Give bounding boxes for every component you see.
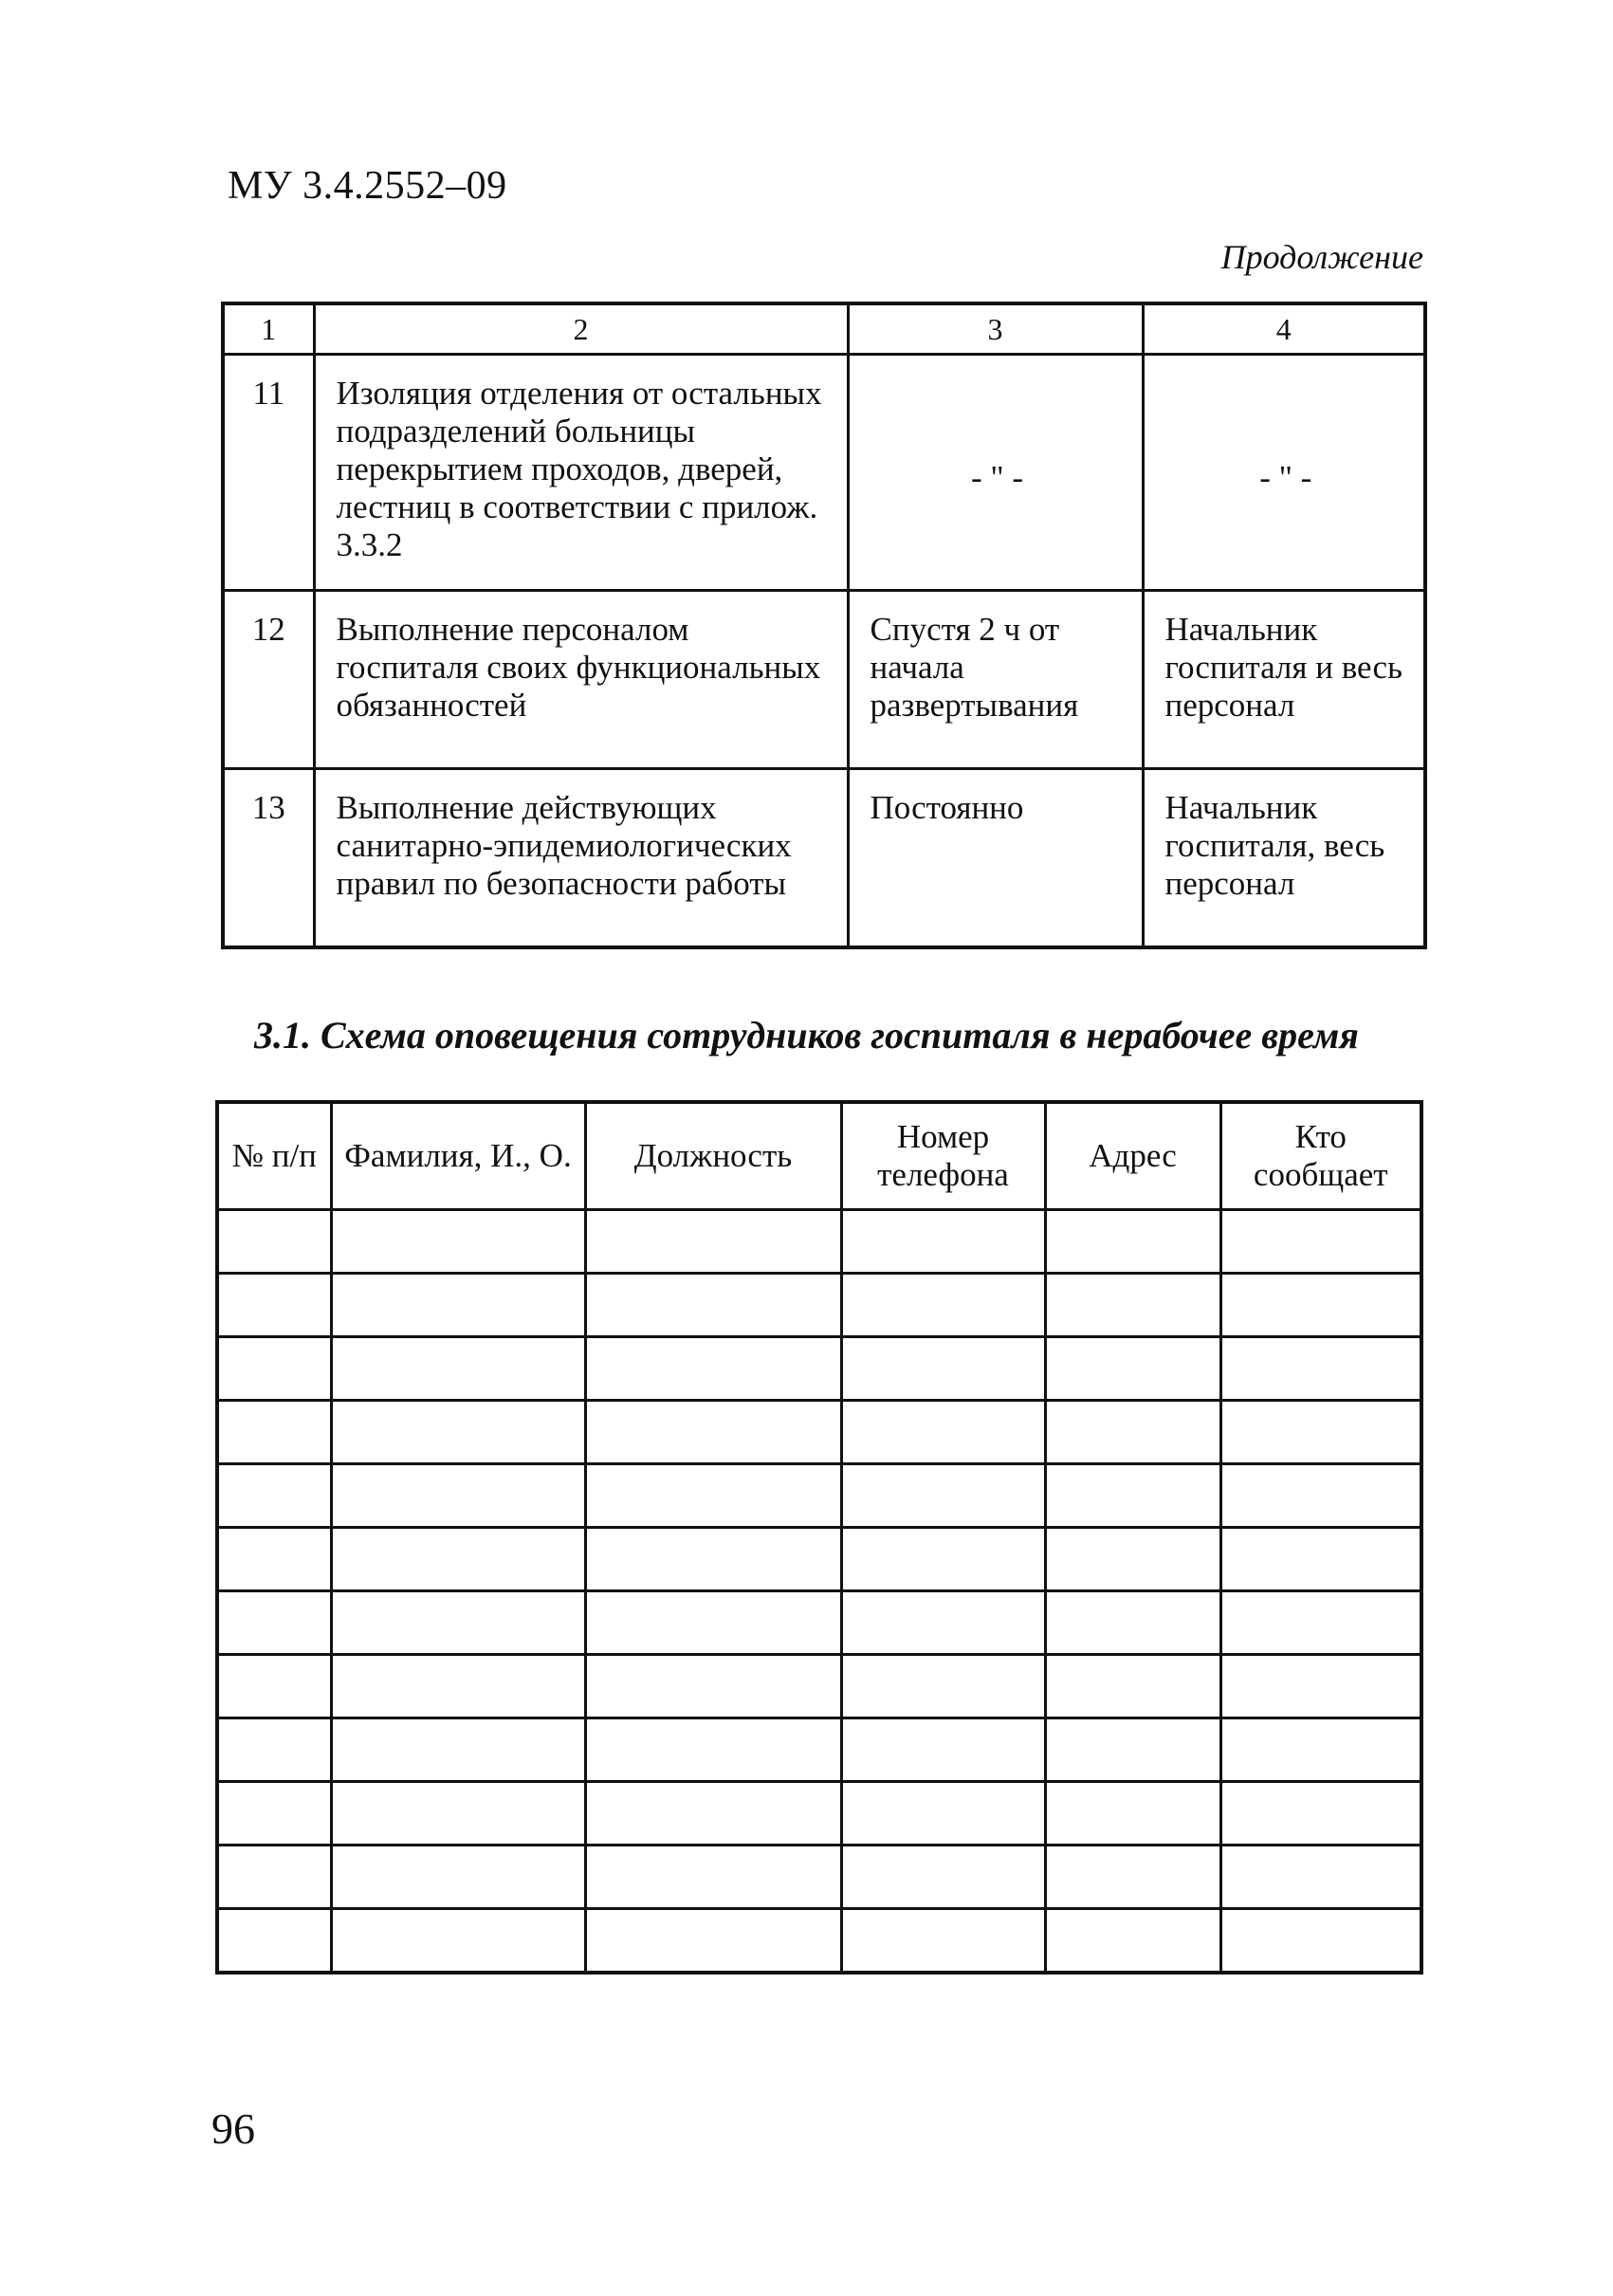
empty-cell: [217, 1782, 331, 1846]
column-header-number: № п/п: [217, 1102, 331, 1210]
table-row: [217, 1846, 1421, 1909]
table-row: [217, 1401, 1421, 1464]
responsible-cell: Начальник госпиталя и весь персонал: [1143, 591, 1425, 769]
empty-cell: [1045, 1401, 1220, 1464]
column-number-header: 3: [848, 303, 1143, 355]
empty-cell: [1045, 1846, 1220, 1909]
responsible-cell: - " -: [1143, 355, 1425, 591]
empty-cell: [331, 1782, 585, 1846]
empty-cell: [217, 1909, 331, 1974]
column-header-who-notifies: Кто сообщает: [1220, 1102, 1421, 1210]
empty-cell: [1220, 1909, 1421, 1974]
table-row: [217, 1718, 1421, 1782]
empty-cell: [841, 1782, 1045, 1846]
empty-cell: [585, 1274, 841, 1337]
empty-cell: [585, 1210, 841, 1274]
empty-cell: [841, 1401, 1045, 1464]
empty-cell: [217, 1401, 331, 1464]
empty-cell: [841, 1464, 1045, 1528]
notification-scheme-table: [215, 1100, 1423, 1975]
table-row: [223, 769, 1425, 948]
table-row: [223, 591, 1425, 769]
empty-cell: [841, 1909, 1045, 1974]
empty-cell: [1045, 1528, 1220, 1591]
empty-cell: [331, 1528, 585, 1591]
column-header-name: Фамилия, И., О.: [331, 1102, 585, 1210]
empty-cell: [1045, 1464, 1220, 1528]
empty-cell: [841, 1655, 1045, 1718]
empty-cell: [841, 1337, 1045, 1401]
empty-cell: [1220, 1337, 1421, 1401]
column-header-phone: Номер телефона: [841, 1102, 1045, 1210]
empty-cell: [1220, 1846, 1421, 1909]
section-heading: 3.1. Схема оповещения сотрудников госпиталя в нерабочее время: [254, 1014, 1359, 1056]
empty-cell: [217, 1210, 331, 1274]
empty-cell: [841, 1846, 1045, 1909]
empty-cell: [1220, 1210, 1421, 1274]
table-row: [217, 1337, 1421, 1401]
empty-cell: [1220, 1718, 1421, 1782]
table-row: [217, 1274, 1421, 1337]
header-row: [217, 1102, 1421, 1210]
empty-cell: [1045, 1274, 1220, 1337]
empty-cell: [1220, 1591, 1421, 1655]
action-cell: Выполнение персоналом госпиталя своих функциональных обязанностей: [314, 591, 848, 769]
empty-cell: [331, 1337, 585, 1401]
empty-cell: [217, 1464, 331, 1528]
responsible-cell: Начальник госпиталя, весь персонал: [1143, 769, 1425, 948]
row-number: 11: [223, 355, 314, 591]
empty-cell: [1045, 1210, 1220, 1274]
time-cell: - " -: [848, 355, 1143, 591]
empty-cell: [585, 1337, 841, 1401]
empty-cell: [585, 1718, 841, 1782]
empty-cell: [585, 1528, 841, 1591]
empty-cell: [1220, 1782, 1421, 1846]
empty-cell: [841, 1591, 1045, 1655]
empty-cell: [841, 1528, 1045, 1591]
action-cell: Изоляция отделения от остальных подразделений больницы перекрытием проходов, дверей, лестниц в соответствии с прилож. 3.3.2: [314, 355, 848, 591]
column-header-position: Должность: [585, 1102, 841, 1210]
empty-cell: [1045, 1337, 1220, 1401]
empty-cell: [585, 1591, 841, 1655]
empty-cell: [585, 1655, 841, 1718]
notification-table-body: [217, 1210, 1421, 1974]
table-row: [217, 1591, 1421, 1655]
empty-cell: [1220, 1528, 1421, 1591]
row-number: 13: [223, 769, 314, 948]
empty-cell: [331, 1401, 585, 1464]
empty-cell: [1045, 1718, 1220, 1782]
empty-cell: [331, 1909, 585, 1974]
empty-cell: [1045, 1909, 1220, 1974]
column-number-header: 2: [314, 303, 848, 355]
empty-cell: [331, 1846, 585, 1909]
empty-cell: [217, 1337, 331, 1401]
empty-cell: [217, 1274, 331, 1337]
empty-cell: [585, 1846, 841, 1909]
empty-cell: [331, 1655, 585, 1718]
table-row: [217, 1655, 1421, 1718]
empty-cell: [585, 1464, 841, 1528]
empty-cell: [841, 1718, 1045, 1782]
empty-cell: [841, 1274, 1045, 1337]
empty-cell: [585, 1782, 841, 1846]
empty-cell: [331, 1210, 585, 1274]
continuation-label: Продолжение: [1220, 238, 1423, 276]
time-cell: Постоянно: [848, 769, 1143, 948]
measures-table-continued: [221, 302, 1427, 949]
column-number-header: 4: [1143, 303, 1425, 355]
table-row: [217, 1210, 1421, 1274]
table-row: [223, 355, 1425, 591]
empty-cell: [217, 1718, 331, 1782]
empty-cell: [1220, 1401, 1421, 1464]
table-row: [217, 1782, 1421, 1846]
empty-cell: [1045, 1782, 1220, 1846]
empty-cell: [1220, 1464, 1421, 1528]
empty-cell: [585, 1909, 841, 1974]
empty-cell: [1220, 1274, 1421, 1337]
page-number: 96: [211, 2104, 255, 2153]
time-cell: Спустя 2 ч от начала развертывания: [848, 591, 1143, 769]
empty-cell: [217, 1846, 331, 1909]
empty-cell: [331, 1464, 585, 1528]
document-code: МУ 3.4.2552–09: [228, 164, 507, 208]
table-row: [217, 1464, 1421, 1528]
empty-cell: [331, 1274, 585, 1337]
column-number-header: 1: [223, 303, 314, 355]
action-cell: Выполнение действующих санитарно-эпидемиологических правил по безопасности работы: [314, 769, 848, 948]
empty-cell: [1045, 1655, 1220, 1718]
column-numbers-row: [223, 303, 1425, 355]
empty-cell: [217, 1655, 331, 1718]
empty-cell: [217, 1591, 331, 1655]
table-row: [217, 1909, 1421, 1974]
table-row: [217, 1528, 1421, 1591]
empty-cell: [331, 1591, 585, 1655]
empty-cell: [1220, 1655, 1421, 1718]
empty-cell: [331, 1718, 585, 1782]
empty-cell: [841, 1210, 1045, 1274]
row-number: 12: [223, 591, 314, 769]
empty-cell: [585, 1401, 841, 1464]
column-header-address: Адрес: [1045, 1102, 1220, 1210]
empty-cell: [217, 1528, 331, 1591]
empty-cell: [1045, 1591, 1220, 1655]
